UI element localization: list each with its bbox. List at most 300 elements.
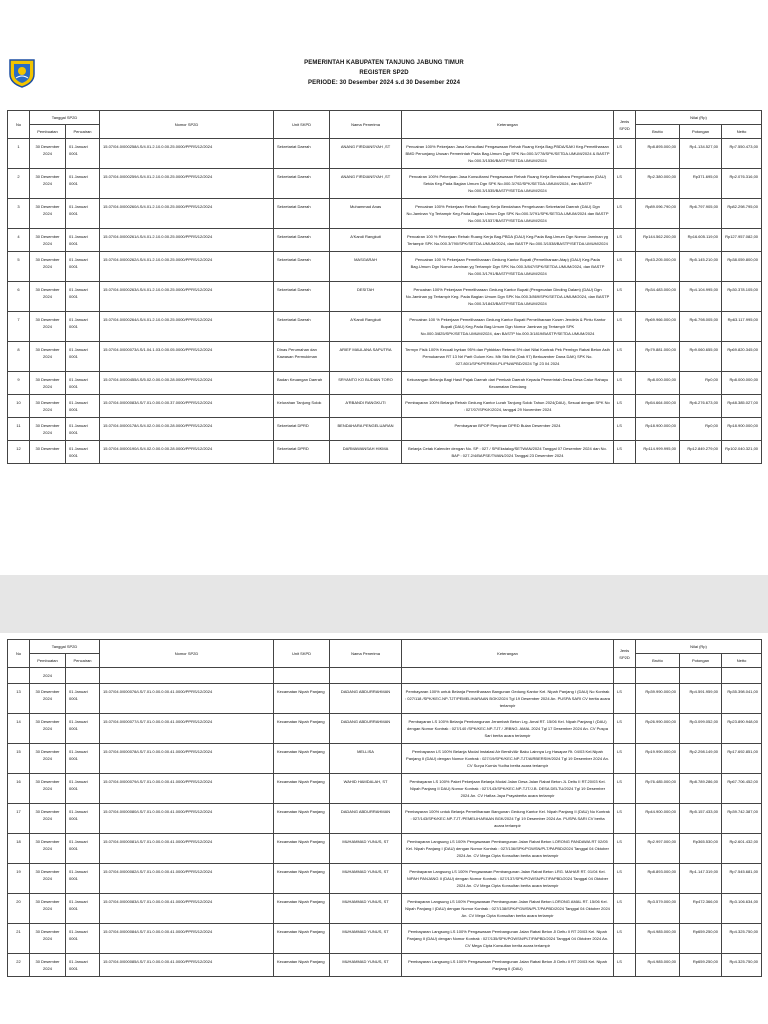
cell-pembuatan: 30 Desember 2024 bbox=[30, 252, 66, 282]
col-header-unit-skpd: Unit SKPD bbox=[274, 111, 330, 139]
cell-keterangan: Belanja Cetak Kalender dengan No. SP : 027 / SP/Ekstalog/SETWAN/2024 Tanggal 07 Desember 2024 dan No. BAP : 027.2/4/BAPSE/TWAN/2024 Tanggal 23 Desember 2024 bbox=[402, 441, 614, 464]
cell-keterangan: Pencairan 100 % Pekerjaan Pemeliharaan Gedung Kantor Bupati Pemeliharaan Kusen Jendela & Pintu Kantor Bupati (DAU) Keg.Pada Bag.Umum Dgn Nomor Jaminan yg Tertampir SPK No.000.3/825/SPK/SETDA.UMUM/2024, dan BASTP No.000.3/1819/BASTP/SETDA.UMUM/2024 bbox=[402, 312, 614, 342]
cell-unit-skpd: Kecamatan Nipah Panjang bbox=[274, 864, 330, 894]
cell-pembuatan: 30 Desember 2024 bbox=[30, 282, 66, 312]
cell-brutto: Rp26.990.000,00 bbox=[636, 714, 680, 744]
col-header-keterangan: Keterangan bbox=[402, 111, 614, 139]
cell-unit-skpd: Sekretariat Daerah bbox=[274, 282, 330, 312]
cell-brutto: Rp8.000.000,00 bbox=[636, 372, 680, 395]
cell-pembuatan: 30 Desember 2024 bbox=[30, 714, 66, 744]
cell-brutto: Rp8.893.000,00 bbox=[636, 864, 680, 894]
cell-netto: Rp102.040.321,00 bbox=[722, 441, 762, 464]
cell-potongan: Rp5.145.210,00 bbox=[680, 252, 722, 282]
cell-unit-skpd: Kecamatan Nipah Panjang bbox=[274, 744, 330, 774]
cell-keterangan: Kekurangan Belanja Bagi Hasil Pajak Daerah dari Pemkab Daerah Kepada Pemerintah Desa Desa Catur Rahayu Kecamatan Dendang bbox=[402, 372, 614, 395]
cell-no: 8 bbox=[8, 342, 30, 372]
cell-nama-penerima: DESITAH bbox=[330, 282, 402, 312]
cell-netto: Rp82.298.795,00 bbox=[722, 199, 762, 229]
cell-pembuatan: 2024 bbox=[30, 668, 66, 684]
cell-potongan: Rp2.298.149,00 bbox=[680, 744, 722, 774]
page-gap bbox=[0, 575, 768, 633]
cell-nomor-sp2d: 15.07/04.0/000178/LS/4.02.0.00.0.00.28.0000/PPRS/12/2024 bbox=[100, 418, 274, 441]
col-header-nomor-sp2d: Nomor SP2D bbox=[100, 640, 274, 668]
cell-netto: Rp3.106.634,00 bbox=[722, 894, 762, 924]
cell-nama-penerima: DARMAWANSAH HIKMA bbox=[330, 441, 402, 464]
table-row bbox=[8, 894, 762, 924]
cell-brutto: Rp54.664.000,00 bbox=[636, 395, 680, 418]
document-page-2 bbox=[0, 633, 768, 1024]
cell-nomor-sp2d: 15.07/04.0/000264/LS/4.01.2.10.0.00.25.0000/PPRS/12/2024 bbox=[100, 312, 274, 342]
cell-keterangan: Pembayaran LS 100% Paket Pekerjaan Belanja Modal Jalan Desa Jalan Rabat Beton JL Deltu II RT.20/03 Kel. Nipah Panjang II DAU) Nomor Kontrak : 027/143/SPK/KEC.NP-TJT/J.B. DESA DELTU/2024 Tgl 19 Desember 2024 An. CV Hafiza Jaya Prayaberita acara terlampir bbox=[402, 774, 614, 804]
cell-brutto: Rp3.579.000,00 bbox=[636, 894, 680, 924]
cell-brutto: Rp18.900.000,00 bbox=[636, 418, 680, 441]
cell-potongan: Rp16.605.119,00 bbox=[680, 229, 722, 252]
table-row bbox=[8, 954, 762, 977]
col-header-keterangan: Keterangan bbox=[402, 640, 614, 668]
cell-brutto: Rp2.380.000,00 bbox=[636, 169, 680, 199]
cell-pencairan: 01 Januari 0001 bbox=[66, 395, 100, 418]
cell-jenis: LS bbox=[614, 954, 636, 977]
cell-jenis: LS bbox=[614, 372, 636, 395]
cell-jenis: LS bbox=[614, 744, 636, 774]
cell-nomor-sp2d: 15.07/04.0/000080/LS/7.01.0.00.0.00.41.0000/PPRS/12/2024 bbox=[100, 804, 274, 834]
cell-potongan: Rp371.695,00 bbox=[680, 169, 722, 199]
cell-jenis: LS bbox=[614, 834, 636, 864]
cell-keterangan: Pencairan 100% Pekerjaan Jasa Konsultasi Pengawasan Rehab Ruang Kerja Bag.PBDA/SAKI Keg.Pemeliharaan BMD Penunjang Urusan Pemerintah Pada Bag.Umum Dgn SPK No.000.3/778/SPK/SETDA.UMUM/2024 & BASTP No.000.3/1536/BASTP/SETDA.UMUM/2024 bbox=[402, 139, 614, 169]
cell-pencairan: 01 Januari 0001 bbox=[66, 229, 100, 252]
cell-no: 21 bbox=[8, 924, 30, 954]
table-row bbox=[8, 229, 762, 252]
cell-potongan: Rp6.276.673,00 bbox=[680, 395, 722, 418]
cell-no: 14 bbox=[8, 714, 30, 744]
cell-jenis: LS bbox=[614, 714, 636, 744]
cell-pencairan: 01 Januari 0001 bbox=[66, 804, 100, 834]
cell-nomor-sp2d: 15.07/04.0/000261/LS/4.01.2.10.0.00.25.0000/PPRS/12/2024 bbox=[100, 229, 274, 252]
table-row bbox=[8, 342, 762, 372]
cell-brutto: Rp43.205.000,00 bbox=[636, 252, 680, 282]
cell-pencairan: 01 Januari 0001 bbox=[66, 954, 100, 977]
cell-pembuatan: 30 Desember 2024 bbox=[30, 894, 66, 924]
col-header-tanggal: Tanggal SP2D bbox=[30, 640, 100, 654]
cell-nama-penerima: Muhammad Anas bbox=[330, 199, 402, 229]
table-row bbox=[8, 199, 762, 229]
cell-jenis bbox=[614, 668, 636, 684]
cell-pencairan: 01 Januari 0001 bbox=[66, 774, 100, 804]
cell-potongan: Rp0,00 bbox=[680, 418, 722, 441]
cell-no bbox=[8, 668, 30, 684]
cell-nomor-sp2d: 15.07/04.0/000073/LS/1.04.1.03.0.00.05.0000/PPRS/12/2024 bbox=[100, 342, 274, 372]
cell-jenis: LS bbox=[614, 774, 636, 804]
cell-potongan: Rp4.104.995,00 bbox=[680, 282, 722, 312]
cell-keterangan: Pencairan 100% Pekerjaan Jasa Konsultansi Pengawasan Rehab Ruang Kerja Bendahara Pengeluaran (DAU) Setda Keg.Pada Bagian Umum Dgn SPK No.000.3/792/SPK/SETDA.UMUM/2024, dan BASTP No.000.3/1535/BASTP/SETDA.UMUM/2024 bbox=[402, 169, 614, 199]
cell-pembuatan: 30 Desember 2024 bbox=[30, 804, 66, 834]
col-header-nilai: Nilai (Rp) bbox=[636, 640, 762, 654]
cell-jenis: LS bbox=[614, 684, 636, 714]
cell-potongan: Rp6.797.905,00 bbox=[680, 199, 722, 229]
cell-nama-penerima: MUHAMMAD YUNUS, ST bbox=[330, 864, 402, 894]
cell-unit-skpd: Sekretariat Daerah bbox=[274, 169, 330, 199]
cell-pembuatan: 30 Desember 2024 bbox=[30, 774, 66, 804]
col-header-brutto: Brutto bbox=[636, 125, 680, 139]
cell-brutto: Rp144.562.200,00 bbox=[636, 229, 680, 252]
document-header bbox=[0, 58, 768, 88]
cell-brutto: Rp4.985.000,00 bbox=[636, 924, 680, 954]
cell-jenis: LS bbox=[614, 924, 636, 954]
cell-nomor-sp2d: 15.07/04.0/000084/LS/7.01.0.00.0.00.41.0000/PPRS/12/2024 bbox=[100, 924, 274, 954]
cell-keterangan bbox=[402, 668, 614, 684]
cell-no: 22 bbox=[8, 954, 30, 977]
table-row bbox=[8, 744, 762, 774]
cell-netto: Rp7.550.473,00 bbox=[722, 139, 762, 169]
table-row bbox=[8, 804, 762, 834]
col-header-pembuatan: Pembuatan bbox=[30, 654, 66, 668]
table-row bbox=[8, 139, 762, 169]
cell-nama-penerima: A'Kandi Rangkuti bbox=[330, 312, 402, 342]
cell-keterangan: Pembayaran 100% untuk Belanja Pemeliharaan Bangunan Gedung Kantor Kel. Nipah Panjang II (DAU) No Kontrak : 027/143/SPK/KEC.NP-TJT /PEMELIHARAAN BGK/2024 Tgl 19 Desember 2024 An. PUSPA SARI CV berita acara terlampir bbox=[402, 804, 614, 834]
cell-pencairan: 01 Januari 0001 bbox=[66, 139, 100, 169]
table-row bbox=[8, 418, 762, 441]
cell-netto bbox=[722, 668, 762, 684]
cell-unit-skpd: Kecamatan Nipah Panjang bbox=[274, 924, 330, 954]
cell-brutto: Rp4.985.000,00 bbox=[636, 954, 680, 977]
col-header-potongan: Potongan bbox=[680, 654, 722, 668]
cell-nomor-sp2d: 15.07/04.0/000260/LS/4.01.2.10.0.00.25.0000/PPRS/12/2024 bbox=[100, 199, 274, 229]
cell-netto: Rp4.325.750,00 bbox=[722, 954, 762, 977]
cell-nama-penerima: MUHAMMAD YUNUS, ST bbox=[330, 894, 402, 924]
cell-potongan: Rp3.099.052,00 bbox=[680, 714, 722, 744]
cell-brutto: Rp2.997.000,00 bbox=[636, 834, 680, 864]
cell-netto: Rp39.742.387,00 bbox=[722, 804, 762, 834]
cell-jenis: LS bbox=[614, 169, 636, 199]
cell-potongan: Rp0,00 bbox=[680, 372, 722, 395]
cell-nama-penerima: DADANG ABDURRAHMAN bbox=[330, 804, 402, 834]
cell-netto: Rp38.059.800,00 bbox=[722, 252, 762, 282]
cell-nomor-sp2d: 15.07/04.0/000455/LS/5.02.0.00.0.00.28.0000/PPRS/12/2024 bbox=[100, 372, 274, 395]
cell-pembuatan: 30 Desember bbox=[30, 441, 66, 464]
cell-nama-penerima: A'RBANDI RANGKUTI bbox=[330, 395, 402, 418]
col-header-pembuatan: Pembuatan bbox=[30, 125, 66, 139]
cell-jenis: LS bbox=[614, 199, 636, 229]
cell-nama-penerima: MUHAMMAD YUNUS, ST bbox=[330, 924, 402, 954]
sp2d-register-table bbox=[7, 110, 762, 464]
cell-pencairan: 01 Januari 0001 bbox=[66, 312, 100, 342]
cell-no: 20 bbox=[8, 894, 30, 924]
cell-brutto: Rp8.895.000,00 bbox=[636, 139, 680, 169]
col-header-potongan: Potongan bbox=[680, 125, 722, 139]
cell-no: 5 bbox=[8, 252, 30, 282]
cell-jenis: LS bbox=[614, 342, 636, 372]
cell-unit-skpd: Sekretariat DPRD bbox=[274, 441, 330, 464]
cell-pencairan: 01 Januari 0001 bbox=[66, 924, 100, 954]
cell-unit-skpd: Sekretariat DPRD bbox=[274, 418, 330, 441]
table-row bbox=[8, 252, 762, 282]
cell-no: 2 bbox=[8, 169, 30, 199]
cell-pembuatan: 30 Desember 2024 bbox=[30, 139, 66, 169]
cell-no: 7 bbox=[8, 312, 30, 342]
cell-keterangan: Pembayaran 100% Belanja Rehab Gedung Kantor Lurah Tanjung Solok Tahun 2024(DAU), Sesuai dengan SPK No : 027/07/SPK/K/2024, tanggal 29 November 2024 bbox=[402, 395, 614, 418]
cell-pencairan: 01 Januari 0001 bbox=[66, 252, 100, 282]
table-body-page-2 bbox=[8, 668, 762, 977]
table-row bbox=[8, 774, 762, 804]
cell-unit-skpd: Kecamatan Nipah Panjang bbox=[274, 684, 330, 714]
cell-jenis: LS bbox=[614, 252, 636, 282]
period: PERIODE: 30 Desember 2024 s.d 30 Desember 2024 bbox=[307, 80, 460, 86]
cell-netto: Rp2.076.316,00 bbox=[722, 169, 762, 199]
cell-pembuatan: 30 Desember 2024 bbox=[30, 744, 66, 774]
cell-unit-skpd: Badan Keuangan Daerah bbox=[274, 372, 330, 395]
cell-pencairan: 01 Januari 0001 bbox=[66, 199, 100, 229]
cell-no: 3 bbox=[8, 199, 30, 229]
cell-pembuatan: 30 Desember 2024 bbox=[30, 395, 66, 418]
cell-unit-skpd: Sekretariat Daerah bbox=[274, 229, 330, 252]
cell-potongan bbox=[680, 668, 722, 684]
cell-nomor-sp2d bbox=[100, 668, 274, 684]
cell-unit-skpd: Kecamatan Nipah Panjang bbox=[274, 804, 330, 834]
cell-jenis: LS bbox=[614, 441, 636, 464]
cell-pembuatan: 30 Desember 2024 bbox=[30, 684, 66, 714]
cell-nomor-sp2d: 15.07/04.0/000190/LS/4.02.0.00.0.00.28.0000/PPRS/12/2024 bbox=[100, 441, 274, 464]
cell-jenis: LS bbox=[614, 864, 636, 894]
cell-netto: Rp48.385.027,00 bbox=[722, 395, 762, 418]
cell-nama-penerima: BENDAHARA PENGELUARAN bbox=[330, 418, 402, 441]
cell-potongan: Rp12.849.279,00 bbox=[680, 441, 722, 464]
cell-pembuatan: 30 Desember 2024 bbox=[30, 834, 66, 864]
cell-nomor-sp2d: 15.07/04.0/000262/LS/4.01.2.10.0.00.25.0000/PPRS/12/2024 bbox=[100, 252, 274, 282]
cell-nama-penerima: DADANG ABDURRAHMAN bbox=[330, 684, 402, 714]
cell-no: 12 bbox=[8, 441, 30, 464]
cell-pembuatan: 30 Desember 2024 bbox=[30, 924, 66, 954]
col-header-jenis-sp2d: Jenis SP2D bbox=[614, 111, 636, 139]
cell-keterangan: Pembayaran Langsung LS 100% Pengawasan Pembangunan Jalan Rabat Beton Jl Deltu II RT 20/03 Kel. Nipah Panjang II (DAU) dengan Nomor Kontrak : 027/135/SPK/PGWSN/PLT/PAPBD/2024 Tanggal 04 Oktober 2024 An. CV Mega Cipta Konsultan berita acara terlampir bbox=[402, 924, 614, 954]
table-body-page-1 bbox=[8, 139, 762, 464]
cell-potongan: Rp1.134.527,00 bbox=[680, 139, 722, 169]
cell-pembuatan: 30 Desember 2024 bbox=[30, 312, 66, 342]
cell-nomor-sp2d: 15.07/04.0/000259/LS/4.01.2.10.0.00.25.0000/PPRS/12/2024 bbox=[100, 169, 274, 199]
cell-keterangan: Pencairan 100% Pekerjaan Pemeliharaan Gedung Kantor Bupati (Pengecatan Dinding Dalam) (DAU) Dgn No.Jaminan yg Tertampir Keg. Pada Bagian Umum Dgn SPK No.000.3/869/SPK/SETDA.UMUM/2024, dan BASTP No.000.3/1843/BASTP/SETDA.UMUM/2024 bbox=[402, 282, 614, 312]
cell-potongan: Rp659.250,00 bbox=[680, 954, 722, 977]
col-header-no: No bbox=[8, 640, 30, 668]
cell-unit-skpd: Kecamatan Nipah Panjang bbox=[274, 894, 330, 924]
table-row bbox=[8, 864, 762, 894]
cell-jenis: LS bbox=[614, 282, 636, 312]
cell-pencairan: 01 Januari 0001 bbox=[66, 372, 100, 395]
cell-nomor-sp2d: 15.07/04.0/000085/LS/7.01.0.00.0.00.41.0000/PPRS/12/2024 bbox=[100, 954, 274, 977]
cell-no: 15 bbox=[8, 744, 30, 774]
table-row bbox=[8, 282, 762, 312]
cell-pembuatan: 30 Desember 2024 bbox=[30, 229, 66, 252]
cell-keterangan: Pembayaran Langsung LS 100% Pengawasan Pembangunan Jalan Rabat Beton LORONG AMAL RT. 15/06 Kel. Nipah Panjang I (DAU) dengan Nomor Kontrak : 027/138/SPK/PGWSN/PLT/PAPBD/2024 Tanggal 04 Oktober 2024 An. CV Mega Cipta Konsultan berita acara terlampir bbox=[402, 894, 614, 924]
cell-brutto: Rp39.990.000,00 bbox=[636, 684, 680, 714]
cell-jenis: LS bbox=[614, 418, 636, 441]
cell-nama-penerima: WAHID HAMDALAH, ST bbox=[330, 774, 402, 804]
col-header-nilai: Nilai (Rp) bbox=[636, 111, 762, 125]
cell-nama-penerima: A'Kandi Rangkuti bbox=[330, 229, 402, 252]
cell-netto: Rp127.957.082,00 bbox=[722, 229, 762, 252]
cell-nama-penerima: MUHAMMAD YUNUS, ST bbox=[330, 954, 402, 977]
cell-unit-skpd: Sekretariat Daerah bbox=[274, 199, 330, 229]
cell-jenis: LS bbox=[614, 139, 636, 169]
cell-nomor-sp2d: 15.07/04.0/000078/LS/7.01.0.00.0.00.41.0000/PPRS/12/2024 bbox=[100, 744, 274, 774]
cell-no: 11 bbox=[8, 418, 30, 441]
cell-pencairan: 01 Januari 0001 bbox=[66, 744, 100, 774]
cell-nomor-sp2d: 15.07/04.0/000083/LS/7.01.0.00.0.00.41.0000/PPRS/12/2024 bbox=[100, 894, 274, 924]
cell-pencairan: 01 Januari 0001 bbox=[66, 282, 100, 312]
cell-potongan: Rp365.530,00 bbox=[680, 834, 722, 864]
cell-unit-skpd: Dinas Perumahan dan Kawasan Permukiman bbox=[274, 342, 330, 372]
cell-nomor-sp2d: 15.07/04.0/000081/LS/7.01.0.00.0.00.41.0000/PPRS/12/2024 bbox=[100, 834, 274, 864]
cell-brutto: Rp19.990.000,00 bbox=[636, 744, 680, 774]
cell-netto: Rp17.692.851,00 bbox=[722, 744, 762, 774]
cell-potongan: Rp6.798.005,00 bbox=[680, 312, 722, 342]
cell-pencairan: 01 Januari 0001 bbox=[66, 684, 100, 714]
cell-keterangan: Pencairan 100 % Pekerjaan Rehab Ruang Kerja Bag.PBDA (DAU) Keg.Pada Bag.Umum Dgn Nomor Jaminan yg Tertampir SPK No.000.3/790/SPK/SETDA.UMUM/2024, dan BASTP No.000.3/1538/BASTP/SETDA.UMUM/2024 bbox=[402, 229, 614, 252]
cell-netto: Rp7.545.681,00 bbox=[722, 864, 762, 894]
cell-potongan: Rp1.147.319,00 bbox=[680, 864, 722, 894]
cell-netto: Rp18.900.000,00 bbox=[722, 418, 762, 441]
cell-keterangan: Pembayaran Langsung LS 100% Pengawasan Pembangunan Jalan Rabat Beton Jl Deltu II RT 20/03 Kel. Nipah Panjang II (DAU) bbox=[402, 954, 614, 977]
cell-pembuatan: 30 Desember 2024 bbox=[30, 864, 66, 894]
cell-potongan: Rp9.060.655,00 bbox=[680, 342, 722, 372]
col-header-pencairan: Pencairan bbox=[66, 125, 100, 139]
cell-no: 13 bbox=[8, 684, 30, 714]
table-row bbox=[8, 312, 762, 342]
cell-netto: Rp69.820.345,00 bbox=[722, 342, 762, 372]
cell-nomor-sp2d: 15.07/04.0/000082/LS/7.01.0.00.0.00.41.0000/PPRS/12/2024 bbox=[100, 864, 274, 894]
cell-netto: Rp35.398.041,00 bbox=[722, 684, 762, 714]
cell-pembuatan: 30 Desember 2024 bbox=[30, 169, 66, 199]
cell-pembuatan: 30 Desember 2024 bbox=[30, 199, 66, 229]
cell-keterangan: Pembayaran LS 100% Belanja Pembangunan Jerambah Beton Lrg. Amal RT. 15/06 Kel. Nipah Panjang I (DAU) dengan Nomor Kontrak : 027/140 /SPK/KEC.NP-TJT / JRBNG. AMAL 2024 Tgl 17 Desember 2024 An. CV Puspa Sari berita acara terlampir bbox=[402, 714, 614, 744]
cell-no: 10 bbox=[8, 395, 30, 418]
cell-jenis: LS bbox=[614, 395, 636, 418]
col-header-no: No bbox=[8, 111, 30, 139]
cell-pencairan: 01 Januari 0001 bbox=[66, 714, 100, 744]
cell-no: 16 bbox=[8, 774, 30, 804]
cell-keterangan: Pembayaran Langsung LS 100% Pengawasan Pembangunan Jalan Rabat Beton LORONG PANDAWA RT 02/05 Kel. Nipah Panjang I (DAU) dengan Nomor Kontrak : 027/136/SPK/PGWSN/PLT/PAPBD/2024 Tanggal 04 Oktober 2024 An. CV Mega Cipta Konsultan berita acara terlampir bbox=[402, 834, 614, 864]
cell-no: 17 bbox=[8, 804, 30, 834]
cell-nomor-sp2d: 15.07/04.0/000083/LS/7.01.0.00.0.00.37.0000/PPRS/12/2024 bbox=[100, 395, 274, 418]
col-header-brutto: Brutto bbox=[636, 654, 680, 668]
cell-nomor-sp2d: 15.07/04.0/000076/LS/7.01.0.00.0.00.41.0000/PPRS/12/2024 bbox=[100, 684, 274, 714]
cell-pembuatan: 30 Desember 2024 bbox=[30, 372, 66, 395]
cell-no: 9 bbox=[8, 372, 30, 395]
cell-jenis: LS bbox=[614, 804, 636, 834]
cell-netto: Rp23.890.948,00 bbox=[722, 714, 762, 744]
col-header-netto: Netto bbox=[722, 125, 762, 139]
col-header-jenis-sp2d: Jenis SP2D bbox=[614, 640, 636, 668]
cell-jenis: LS bbox=[614, 894, 636, 924]
table-row bbox=[8, 834, 762, 864]
cell-unit-skpd: Kelurahan Tanjung Solok bbox=[274, 395, 330, 418]
cell-netto: Rp67.706.452,00 bbox=[722, 774, 762, 804]
cell-no: 18 bbox=[8, 834, 30, 864]
cell-brutto: Rp34.483.000,00 bbox=[636, 282, 680, 312]
table-row bbox=[8, 169, 762, 199]
cell-keterangan: Pembayaran BPOP Pimpinan DPRD Bulan Desember 2024 bbox=[402, 418, 614, 441]
col-header-tanggal: Tanggal SP2D bbox=[30, 111, 100, 125]
cell-unit-skpd: Kecamatan Nipah Panjang bbox=[274, 954, 330, 977]
document-title: REGISTER SP2D bbox=[359, 70, 409, 76]
cell-no: 1 bbox=[8, 139, 30, 169]
cell-nama-penerima: SRYANTO KO BUDIAN TORO bbox=[330, 372, 402, 395]
cell-keterangan: Pencairan 100 % Pekerjaan Pemeliharaan Gedung Kantor Bupati (Pemeliharaan Atap) (DAU) Keg.Pada Bag.Umum Dgn Nomor Jaminan yg Tertampir Dgn SPK No.000.3/847/SPK/SETDA.UMUM/2024, dan BASTP No.000.3/1791/BASTP/SETDA.UMUM/2024 bbox=[402, 252, 614, 282]
cell-unit-skpd: Sekretariat Daerah bbox=[274, 312, 330, 342]
cell-nomor-sp2d: 15.07/04.0/000079/LS/7.01.0.00.0.00.41.0000/PPRS/12/2024 bbox=[100, 774, 274, 804]
cell-pencairan: 01 Januari 0001 bbox=[66, 834, 100, 864]
government-name: PEMERINTAH KABUPATEN TANJUNG JABUNG TIMUR bbox=[304, 60, 464, 66]
table-row-continuation bbox=[8, 668, 762, 684]
cell-no: 6 bbox=[8, 282, 30, 312]
col-header-unit-skpd: Unit SKPD bbox=[274, 640, 330, 668]
cell-netto: Rp4.325.750,00 bbox=[722, 924, 762, 954]
cell-potongan: Rp8.789.286,00 bbox=[680, 774, 722, 804]
cell-pembuatan: 30 Desember 2024 bbox=[30, 342, 66, 372]
cell-jenis: LS bbox=[614, 312, 636, 342]
table-row bbox=[8, 395, 762, 418]
cell-brutto: Rp79.881.000,00 bbox=[636, 342, 680, 372]
cell-pencairan: 01 Januari 0001 bbox=[66, 864, 100, 894]
cell-brutto: Rp44.900.000,00 bbox=[636, 804, 680, 834]
cell-unit-skpd: Kecamatan Nipah Panjang bbox=[274, 774, 330, 804]
cell-pembuatan: 30 Desember 2024 bbox=[30, 954, 66, 977]
col-header-pencairan: Pencairan bbox=[66, 654, 100, 668]
cell-brutto: Rp69.966.000,00 bbox=[636, 312, 680, 342]
cell-pencairan: 01 Januari 0001 bbox=[66, 441, 100, 464]
cell-nama-penerima: ANANG FIRDIANSYAH ,ST bbox=[330, 139, 402, 169]
cell-keterangan: Pencairan 100% Pekerjaan Rehab Ruang Kerja Bendahara Pengeluaran Sekretariat Daerah (DAU) Dgn No.Jaminan Yg Tertampir Keg.Pada Bagian Umum Dgn SPK No.000.3/791/SPK/SETDA.UMUM/2024 dan BASTP No.000.3/1537/BASTP/SETDA.UMUM/2024 bbox=[402, 199, 614, 229]
cell-unit-skpd: Kecamatan Nipah Panjang bbox=[274, 714, 330, 744]
cell-nama-penerima: ARIEF MAULANA SAPUTRA bbox=[330, 342, 402, 372]
cell-nomor-sp2d: 15.07/04.0/000263/LS/4.01.2.10.0.00.25.0000/PPRS/12/2024 bbox=[100, 282, 274, 312]
cell-keterangan: Pembayaran Langsung LS 100% Pengawasan Pembangunan Jalan Rabat Beton LRG. MAHAR RT. 01/04 Kel. NIPAH PANJANG II (DAU) dengan Nomor Kontrak : 027/137/SPK/PGWSN/PLT/PAPBD/2024 Tanggal 04 Oktober 2024 An. CV Mega Cipta Konsultan berita acara terlampir bbox=[402, 864, 614, 894]
table-row bbox=[8, 714, 762, 744]
cell-potongan: Rp4.591.959,00 bbox=[680, 684, 722, 714]
cell-potongan: Rp5.157.433,00 bbox=[680, 804, 722, 834]
cell-keterangan: Pembayaran LS 100% Belanja Modal Instalasi Air Bersih/Air Baku Lainnya Lrg Hasapar Rt. 04/03 Kel.Nipah Panjang II (DAU) dengan Nomor Kontrak : 027/19/SPK/KEC.NP-TJT/AIRBERSIH/2024 Tgl 19 Desember 2024 An. CV Surya Kurnia Yudha berita acara terlampir bbox=[402, 744, 614, 774]
cell-pencairan: 01 Januari 0001 bbox=[66, 342, 100, 372]
sp2d-register-table-continued bbox=[7, 639, 762, 977]
col-header-nama-penerima: Nama Penerima bbox=[330, 640, 402, 668]
cell-nama-penerima: MUHAMMAD YUNUS, ST bbox=[330, 834, 402, 864]
cell-pembuatan: 30 Desember 2024 bbox=[30, 418, 66, 441]
table-row bbox=[8, 924, 762, 954]
col-header-netto: Netto bbox=[722, 654, 762, 668]
cell-jenis: LS bbox=[614, 229, 636, 252]
cell-potongan: Rp472.366,00 bbox=[680, 894, 722, 924]
cell-pencairan bbox=[66, 668, 100, 684]
cell-potongan: Rp659.250,00 bbox=[680, 924, 722, 954]
col-header-nomor-sp2d: Nomor SP2D bbox=[100, 111, 274, 139]
cell-netto: Rp30.378.105,00 bbox=[722, 282, 762, 312]
cell-nama-penerima: MASGARAH bbox=[330, 252, 402, 282]
table-row bbox=[8, 684, 762, 714]
cell-pencairan: 01 Januari 0001 bbox=[66, 169, 100, 199]
cell-pencairan: 01 Januari 0001 bbox=[66, 894, 100, 924]
col-header-nama-penerima: Nama Penerima bbox=[330, 111, 402, 139]
table-row bbox=[8, 441, 762, 464]
cell-netto: Rp8.000.000,00 bbox=[722, 372, 762, 395]
cell-unit-skpd: Kecamatan Nipah Panjang bbox=[274, 834, 330, 864]
cell-brutto: Rp114.999.995,00 bbox=[636, 441, 680, 464]
cell-unit-skpd: Sekretariat Daerah bbox=[274, 139, 330, 169]
cell-brutto: Rp76.485.000,00 bbox=[636, 774, 680, 804]
cell-nama-penerima bbox=[330, 668, 402, 684]
table-row bbox=[8, 372, 762, 395]
cell-pencairan: 01 Januari 0001 bbox=[66, 418, 100, 441]
cell-nomor-sp2d: 15.07/04.0/000258/LS/4.01.2.10.0.00.25.0000/PPRS/12/2024 bbox=[100, 139, 274, 169]
cell-brutto bbox=[636, 668, 680, 684]
cell-keterangan: Termyn Fisik 100% Kecuali byrkan 95% dan Pybkblan Retensi 5% dari Nilai Kontrak Pek Pembgn Rabat Beton Asih Pemukaman RT 13 Nrl Parit Gulum Kec. Mb Sbk Brt (Dak 97) Berkuamber Dana DAK) SPK No. 027.80/1/SPK/PERKIM-PL/PN/APBD/2024 Tgl 23 04 2024 bbox=[402, 342, 614, 372]
